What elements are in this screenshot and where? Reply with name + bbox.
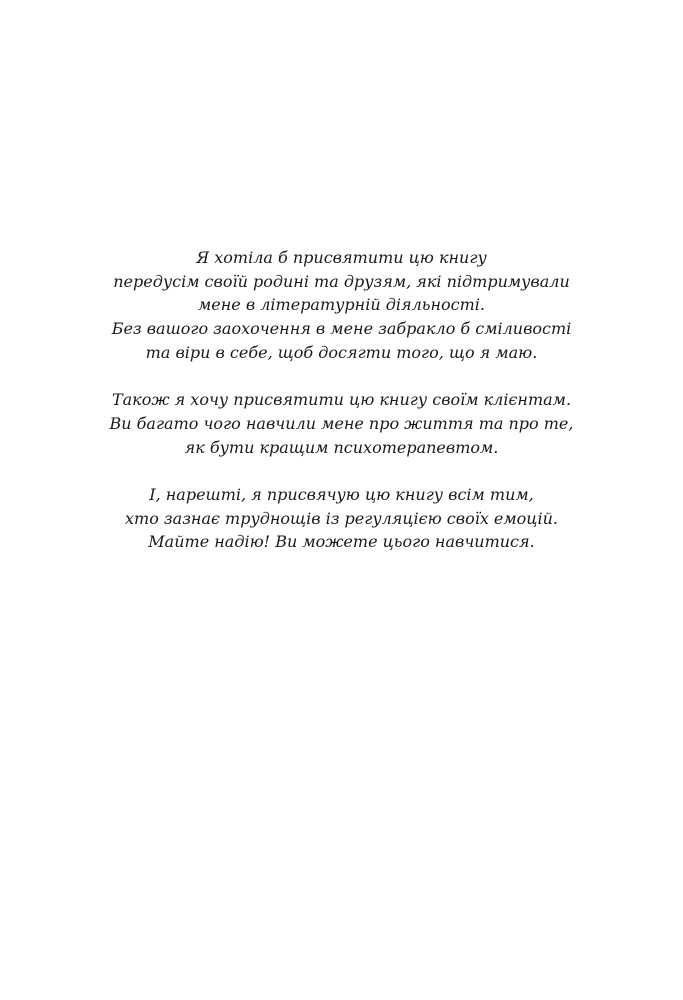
dedication-line: Майте надію! Ви можете цього навчитися. bbox=[148, 532, 535, 552]
dedication-line: Без вашого заохочення в мене забракло б сміливості bbox=[111, 319, 572, 339]
dedication-text bbox=[0, 246, 683, 578]
dedication-paragraph-clients bbox=[0, 388, 683, 459]
dedication-line: передусім своїй родині та друзям, які підтримували bbox=[113, 271, 570, 291]
dedication-line: Також я хочу присвятити цю книгу своїм клієнтам. bbox=[111, 390, 572, 410]
dedication-line: та віри в себе, щоб досягти того, що я маю. bbox=[145, 342, 538, 362]
dedication-line: Я хотіла б присвятити цю книгу bbox=[196, 248, 487, 267]
dedication-line: мене в літературній діяльності. bbox=[198, 295, 485, 315]
dedication-line: І, нарешті, я присвячую цю книгу всім тим, bbox=[149, 485, 534, 504]
dedication-line: як бути кращим психотерапевтом. bbox=[184, 437, 499, 457]
dedication-line: Ви багато чого навчили мене про життя та про те, bbox=[109, 413, 574, 433]
dedication-paragraph-family bbox=[0, 246, 683, 365]
dedication-line: хто зазнає труднощів із регуляцією своїх емоцій. bbox=[125, 508, 558, 528]
dedication-paragraph-readers bbox=[0, 483, 683, 554]
